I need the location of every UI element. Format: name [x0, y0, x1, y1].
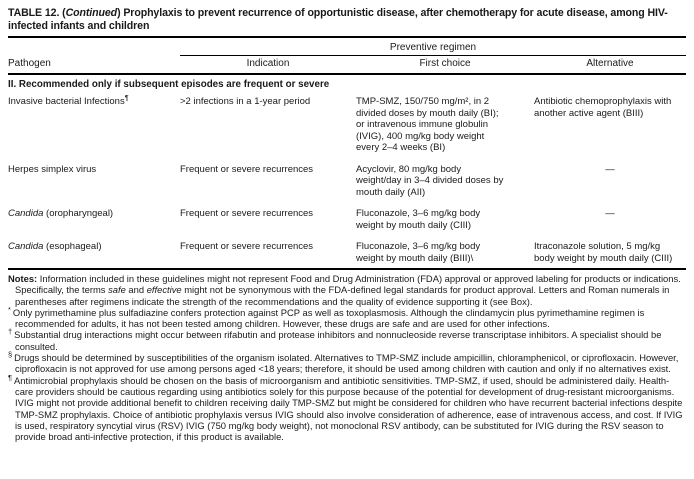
alternative-cell: Itraconazole solution, 5 mg/kg body weight by mouth daily (CIII): [534, 241, 673, 264]
footnote-text: Substantial drug interactions might occur between rifabutin and protease inhibitors and nonnucleoside reverse transcriptase inhibitors. A specialist should be consulted.: [14, 329, 662, 352]
pathogen-cell: [8, 164, 180, 199]
pathogen-text: (esophageal): [43, 241, 102, 252]
pathogen-cell: [8, 208, 180, 231]
table-title-prefix: TABLE 12. (: [8, 7, 66, 19]
table-title: [8, 7, 686, 38]
indication-cell: Frequent or severe recurrences: [180, 208, 314, 219]
footnote-text: Only pyrimethamine plus sulfadiazine confers protection against PCP as well as toxoplasmosis. Although the clindamycin plus pyrimethamine regimen is recommended for adults, it has not been tested among children. However, these drugs are safe and are used for other infections.: [12, 306, 645, 330]
footnote-text: Antimicrobial prophylaxis should be chosen on the basis of microorganism and antibiotic sensitivities. TMP-SMZ, if used, should be administered daily. Health-care providers should be cautious regarding using antibiotics solely for this purpose because of the potential for development of drug-resistant microorganisms. IVIG might not provide additional benefit to children receiving daily TMP-SMZ but might be considered for children who have recurrent bacterial infections despite TMP-SMZ prophylaxis. Choice of antibiotic prophylaxis versus IVIG should also involve consideration of adherence, ease of intravenous access, and cost. If IVIG is used, respiratory syncytial virus (RSV) IVIG (750 mg/kg body weight), not monoclonal RSV antibody, can be substituted for IVIG during the RSV season to provide broad anti-infective protection, if this product is available.: [14, 374, 683, 443]
first-choice-cell: TMP-SMZ, 150/750 mg/m², in 2 divided doses by mouth daily (BI); or intravenous immune globulin (IVIG), 400 mg/kg body weight every 2–4 weeks (BI): [356, 96, 499, 153]
footnote: [8, 372, 686, 443]
first-choice-cell: Fluconazole, 3–6 mg/kg body weight by mouth daily (BIII)\: [356, 241, 481, 264]
notes-text: might not be synonymous with the FDA-defined legal standards for product approval. Letters and Roman numerals in parentheses after regimens indicate the strength of the recommendations and the quality of evidence supporting it (see Box).: [15, 284, 670, 307]
pathogen-cell: [8, 241, 180, 264]
indication-cell: Frequent or severe recurrences: [180, 163, 314, 175]
notes-section: [8, 268, 686, 442]
footnote-marker: *: [8, 304, 11, 314]
section-header: II. Recommended only if subsequent episodes are frequent or severe: [8, 79, 330, 90]
pathogen-genus: Candida: [8, 208, 44, 219]
column-header-alternative: Alternative: [586, 58, 634, 69]
notes-label: Notes:: [8, 273, 38, 284]
alternative-cell: —: [605, 163, 615, 175]
notes-text: and: [125, 284, 147, 296]
alternative-cell: —: [605, 208, 615, 219]
preventive-regimen-label: Preventive regimen: [180, 40, 686, 56]
footnote: [8, 329, 686, 352]
table-row: [8, 241, 686, 264]
notes-paragraph: [8, 273, 686, 307]
footnote-text: Drugs should be determined by susceptibilities of the organism isolated. Alternatives to TMP-SMZ include ampicillin, chloramphenicol, or ciprofloxacin. However, ciprofloxacin is not approved for use among persons aged <18 years; therefore, it should be used among children with caution and only if no alternatives exist.: [14, 352, 679, 375]
group-header-spacer: [8, 40, 180, 56]
column-header-indication: Indication: [246, 58, 290, 69]
footnote-marker: †: [8, 327, 13, 337]
indication-cell: >2 infections in a 1-year period: [180, 96, 311, 107]
table-row: [8, 92, 686, 154]
footnote-marker: ¶: [124, 92, 129, 102]
column-header-first-choice: First choice: [419, 58, 471, 69]
first-choice-cell: Acyclovir, 80 mg/kg body weight/day in 3–4 divided doses by mouth daily (AII): [356, 163, 504, 198]
first-choice-cell: Fluconazole, 3–6 mg/kg body weight by mouth daily (CIII): [356, 208, 481, 231]
table-row: [8, 208, 686, 231]
group-header-row: [8, 40, 686, 56]
pathogen-text: (oropharyngeal): [43, 208, 114, 219]
notes-italic-term: safe: [108, 284, 126, 296]
notes-italic-term: effective: [146, 284, 182, 296]
notes-text: Information included in these guidelines might not represent Food and Drug Administration (FDA) approval or approved labeling for products or indications. Specifically, the terms: [15, 273, 681, 296]
table-row: [8, 164, 686, 199]
pathogen-genus: Candida: [8, 241, 44, 252]
pathogen-text: Herpes simplex virus: [8, 163, 97, 175]
column-header-row: [8, 56, 686, 75]
alternative-cell: Antibiotic chemoprophylaxis with another active agent (BIII): [534, 96, 672, 119]
footnote-marker: §: [8, 349, 13, 359]
column-header-pathogen: Pathogen: [8, 58, 51, 69]
indication-cell: Frequent or severe recurrences: [180, 241, 314, 252]
table-title-suffix: ) Prophylaxis to prevent recurrence of opportunistic disease, after chemotherapy for acute disease, among HIV-infected infants and children: [8, 7, 668, 32]
pathogen-text: Invasive bacterial Infections: [8, 96, 125, 107]
table-title-continued: Continued: [65, 7, 118, 19]
footnote: [8, 304, 686, 330]
footnote-marker: ¶: [8, 372, 13, 382]
pathogen-cell: [8, 92, 180, 154]
footnote: [8, 349, 686, 375]
